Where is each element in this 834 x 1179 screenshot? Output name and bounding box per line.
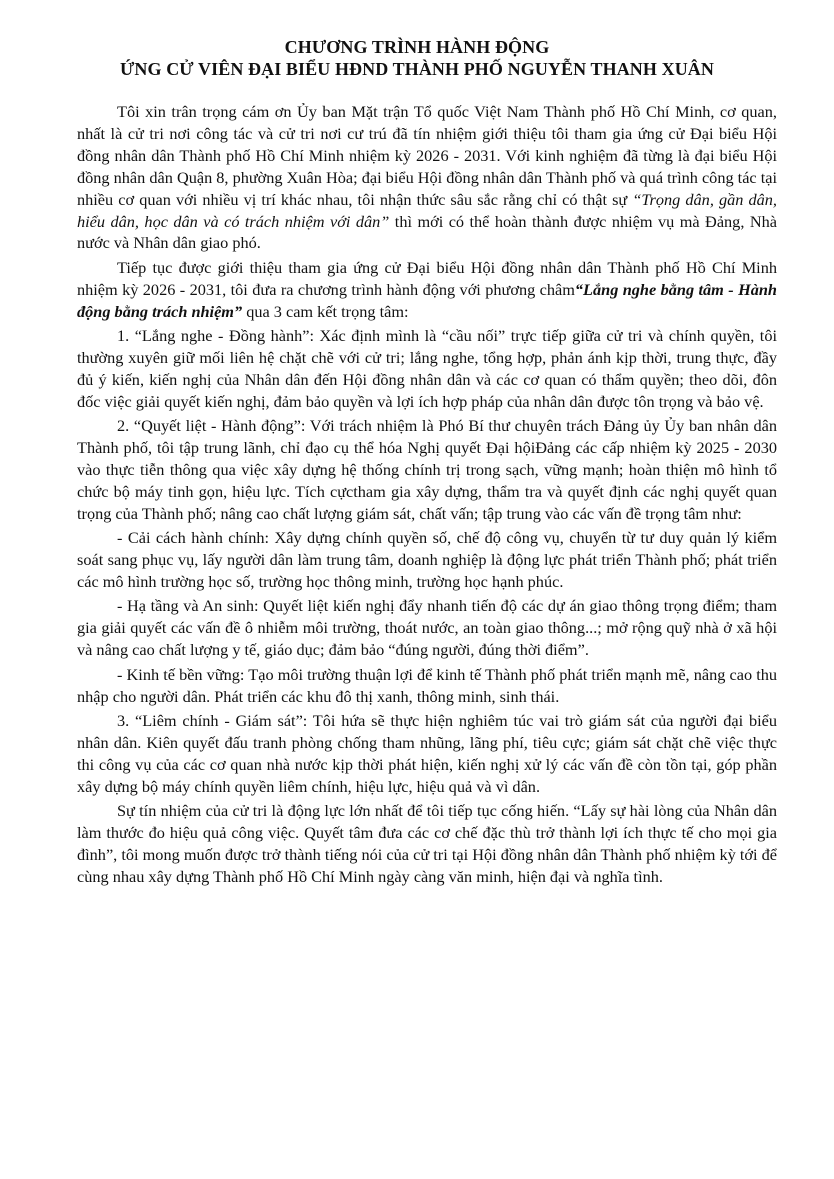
paragraph-program-motto <box>77 257 777 323</box>
title-line-1: CHƯƠNG TRÌNH HÀNH ĐỘNG <box>284 37 550 57</box>
document-body <box>77 101 777 888</box>
program-motto: “Lắng nghe bằng tâm - Hành động bằng trách nhiệm” <box>77 279 777 321</box>
paragraph-program-text: Tiếp tục được giới thiệu tham gia ứng cử Đại biểu Hội đồng nhân dân Thành phố Hồ Chí Minh nhiệm kỳ 2026 - 2031, tôi đưa ra chương trình hành động với phương châm <box>77 257 777 299</box>
focus-item-economy: - Kinh tế bền vững: Tạo môi trường thuận lợi để kinh tế Thành phố phát triển mạnh mẽ, nâng cao thu nhập cho người dân. Phát triển các khu đô thị xanh, thông minh, sinh thái. <box>77 664 777 706</box>
paragraph-intro <box>77 101 777 254</box>
paragraph-program-ending: qua 3 cam kết trọng tâm: <box>242 301 409 321</box>
paragraph-intro-ending: thì mới có thể hoàn thành được nhiệm vụ mà Đảng, Nhà nước và Nhân dân giao phó. <box>77 211 777 253</box>
commitment-3: 3. “Liêm chính - Giám sát”: Tôi hứa sẽ thực hiện nghiêm túc vai trò giám sát của người đại biểu nhân dân. Kiên quyết đấu tranh phòng chống tham nhũng, lãng phí, tiêu cực; giám sát chặt chẽ việc thực thi công vụ của các cơ quan nhà nước kịp thời phát hiện, kiến nghị xử lý các vấn đề còn tồn tại, góp phần xây dựng bộ máy chính quyền liêm chính, hiệu lực, hiệu quả và vì dân. <box>77 710 777 796</box>
commitment-1: 1. “Lắng nghe - Đồng hành”: Xác định mình là “cầu nối” trực tiếp giữa cử tri và chính quyền, tôi thường xuyên giữ mối liên hệ chặt chẽ với cử tri; lắng nghe, tổng hợp, phản ánh kịp thời, trung thực, đầy đủ ý kiến, kiến nghị của Nhân dân đến Hội đồng nhân dân và các cơ quan có thẩm quyền; theo dõi, đôn đốc việc giải quyết kiến nghị, đảm bảo quyền và lợi ích hợp pháp của nhân dân được tôn trọng và bảo vệ. <box>77 326 777 411</box>
commitment-2: 2. “Quyết liệt - Hành động”: Với trách nhiệm là Phó Bí thư chuyên trách Đảng ủy Ủy ban nhân dân Thành phố, tôi tập trung lãnh, chỉ đạo cụ thể hóa Nghị quyết Đại hộiĐảng các cấp nhiệm kỳ 2025 - 2030 vào thực tiễn thông qua việc xây dựng hệ thống chính trị trong sạch, vững mạnh; hoàn thiện mô hình tổ chức bộ máy tinh gọn, hiệu lực. Tích cựctham gia xây dựng, thẩm tra và quyết định các nghị quyết quan trọng của Thành phố; nâng cao chất lượng giám sát, chất vấn; tập trung vào các vấn đề trọng tâm như: <box>77 416 777 523</box>
focus-item-infrastructure: - Hạ tầng và An sinh: Quyết liệt kiến nghị đẩy nhanh tiến độ các dự án giao thông trọng điểm; tham gia giải quyết các vấn đề ô nhiễm môi trường, thoát nước, an toàn giao thông...; mở rộng quỹ nhà ở xã hội và nâng cao chất lượng y tế, giáo dục; đảm bảo “đúng người, đúng thời điểm”. <box>77 596 777 660</box>
document-title <box>0 36 834 80</box>
quote-motto-people: “Trọng dân, gần dân, hiểu dân, học dân và có trách nhiệm với dân” <box>77 189 777 231</box>
focus-item-admin-reform: - Cải cách hành chính: Xây dựng chính quyền số, chế độ công vụ, chuyển từ tư duy quản lý kiểm soát sang phục vụ, lấy người dân làm trung tâm, doanh nghiệp là động lực phát triển Thành phố; phát triển các mô hình trường học số, trường học thông minh, trường học hạnh phúc. <box>77 528 777 592</box>
paragraph-intro-text: Tôi xin trân trọng cám ơn Ủy ban Mặt trận Tổ quốc Việt Nam Thành phố Hồ Chí Minh, cơ quan, nhất là cử tri nơi công tác và cử tri nơi cư trú đã tín nhiệm giới thiệu tôi tham gia ứng cử Đại biểu Hội đồng nhân dân Thành phố Hồ Chí Minh nhiệm kỳ 2026 - 2031. Với kinh nghiệm đã từng là đại biểu Hội đồng nhân dân Quận 8, phường Xuân Hòa; đại biểu Hội đồng nhân dân Thành phố và quá trình công tác tại nhiều cơ quan với nhiều vị trí khác nhau, tôi nhận thức sâu sắc rằng chỉ có thật sự <box>77 102 777 209</box>
title-line-2: ỨNG CỬ VIÊN ĐẠI BIỂU HĐND THÀNH PHỐ NGUYỄN THANH XUÂN <box>119 59 714 79</box>
paragraph-closing: Sự tín nhiệm của cử tri là động lực lớn nhất để tôi tiếp tục cống hiến. “Lấy sự hài lòng của Nhân dân làm thước đo hiệu quả công việc. Quyết tâm đưa các cơ chế đặc thù trở thành lợi ích thực tế cho mọi gia đình”, tôi mong muốn được trở thành tiếng nói của cử tri tại Hội đồng nhân dân Thành phố nhiệm kỳ tới để cùng nhau xây dựng Thành phố Hồ Chí Minh ngày càng văn minh, hiện đại và nghĩa tình. <box>77 801 777 886</box>
